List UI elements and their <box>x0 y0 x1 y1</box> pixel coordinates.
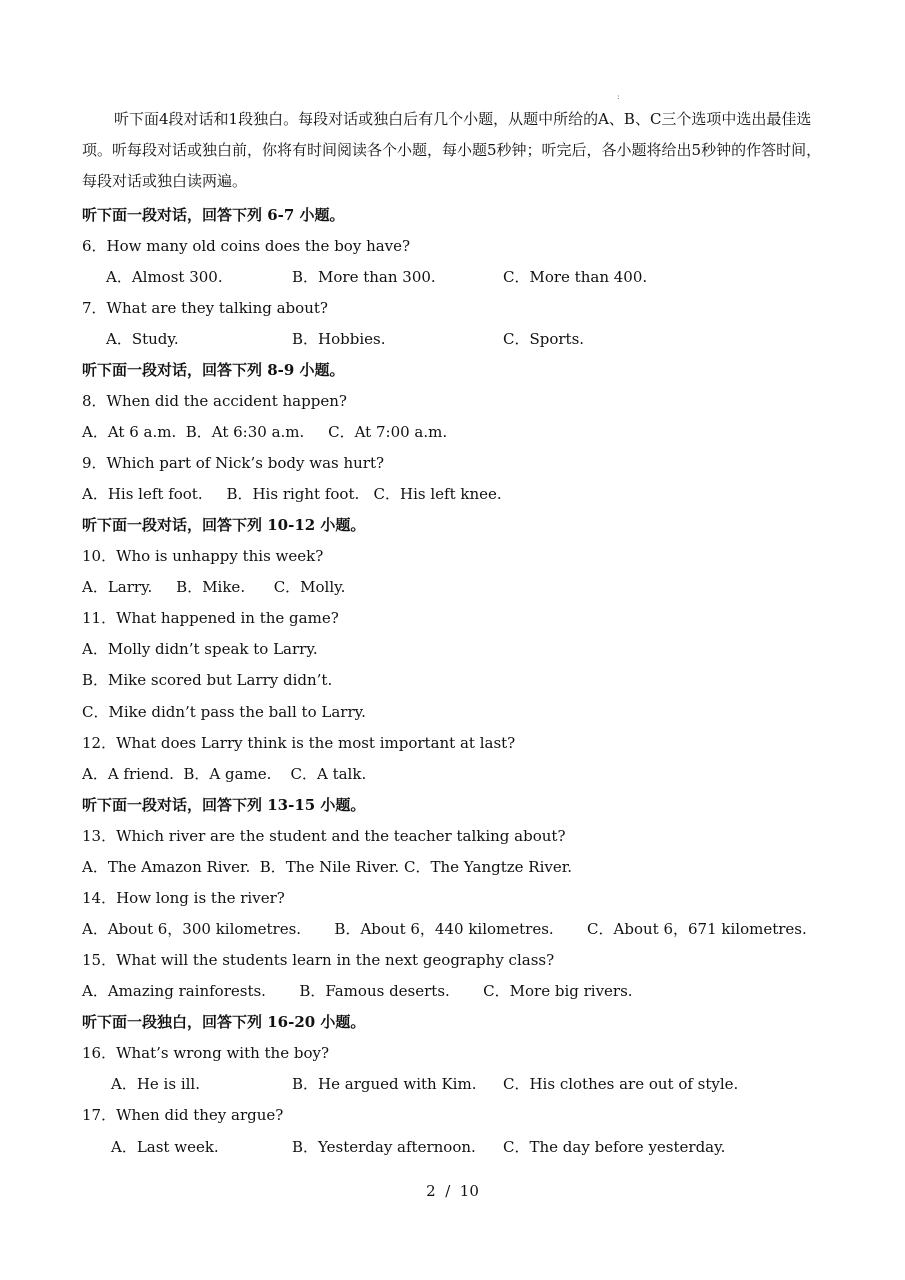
q7-option-c: C．Sports. <box>503 330 585 348</box>
question-8: 8．When did the accident happen? <box>82 392 347 410</box>
question-10: 10．Who is unhappy this week? <box>82 547 324 565</box>
q16-option-b: B．He argued with Kim. <box>292 1075 477 1093</box>
q14-options: A．About 6，300 kilometres. B．About 6，440 kilometres. C．About 6，671 kilometres. <box>82 920 807 938</box>
question-6: 6．How many old coins does the boy have? <box>82 237 411 255</box>
q15-options: A．Amazing rainforests. B．Famous deserts. C．More big rivers. <box>82 982 633 1000</box>
q11-option-b: B．Mike scored but Larry didn’t. <box>82 671 333 689</box>
q13-options: A．The Amazon River. B．The Nile River. C．The Yangtze River. <box>82 858 573 876</box>
q11-option-c: C．Mike didn’t pass the ball to Larry. <box>82 703 366 721</box>
q11-option-a: A．Molly didn’t speak to Larry. <box>82 640 318 658</box>
section-heading-6-7: 听下面一段对话，回答下列 6-7 小题。 <box>82 206 345 224</box>
page-number: 2 / 10 <box>426 1182 479 1200</box>
q6-option-b: B．More than 300. <box>292 268 436 286</box>
question-7: 7．What are they talking about? <box>82 299 328 317</box>
question-16: 16．What’s wrong with the boy? <box>82 1044 330 1062</box>
question-14: 14．How long is the river? <box>82 889 285 907</box>
question-9: 9．Which part of Nick’s body was hurt? <box>82 454 385 472</box>
q8-options: A．At 6 a.m. B．At 6:30 a.m. C．At 7:00 a.m. <box>82 423 448 441</box>
question-15: 15．What will the students learn in the next geography class? <box>82 951 555 969</box>
q6-option-c: C．More than 400. <box>503 268 648 286</box>
q6-option-a: A．Almost 300. <box>106 268 223 286</box>
q17-option-b: B．Yesterday afternoon. <box>292 1138 476 1156</box>
section-heading-13-15: 听下面一段对话，回答下列 13-15 小题。 <box>82 796 366 814</box>
q16-option-c: C．His clothes are out of style. <box>503 1075 739 1093</box>
q17-option-c: C．The day before yesterday. <box>503 1138 726 1156</box>
section-heading-8-9: 听下面一段对话，回答下列 8-9 小题。 <box>82 361 345 379</box>
q10-options: A．Larry. B．Mike. C．Molly. <box>82 578 346 596</box>
question-11: 11．What happened in the game? <box>82 609 339 627</box>
q7-option-a: A．Study. <box>106 330 179 348</box>
q16-option-a: A．He is ill. <box>111 1075 200 1093</box>
section-heading-10-12: 听下面一段对话，回答下列 10-12 小题。 <box>82 516 366 534</box>
corner-mark: : <box>617 92 620 101</box>
instructions-paragraph: 听下面4段对话和1段独白。每段对话或独白后有几个小题，从题中所给的A、B、C三个选项中选出最佳选项。听每段对话或独白前，你将有时间阅读各个小题，每小题5秒钟；听完后，各小题将给出5秒钟的作答时间，每段对话或独白读两遍。 <box>82 110 822 190</box>
q9-options: A．His left foot. B．His right foot. C．His left knee. <box>82 485 502 503</box>
question-12: 12．What does Larry think is the most important at last? <box>82 734 516 752</box>
question-13: 13．Which river are the student and the teacher talking about? <box>82 827 566 845</box>
section-heading-16-20: 听下面一段独白，回答下列 16-20 小题。 <box>82 1013 366 1031</box>
q7-option-b: B．Hobbies. <box>292 330 386 348</box>
question-17: 17．When did they argue? <box>82 1106 284 1124</box>
q12-options: A．A friend. B．A game. C．A talk. <box>82 765 367 783</box>
q17-option-a: A．Last week. <box>111 1138 219 1156</box>
